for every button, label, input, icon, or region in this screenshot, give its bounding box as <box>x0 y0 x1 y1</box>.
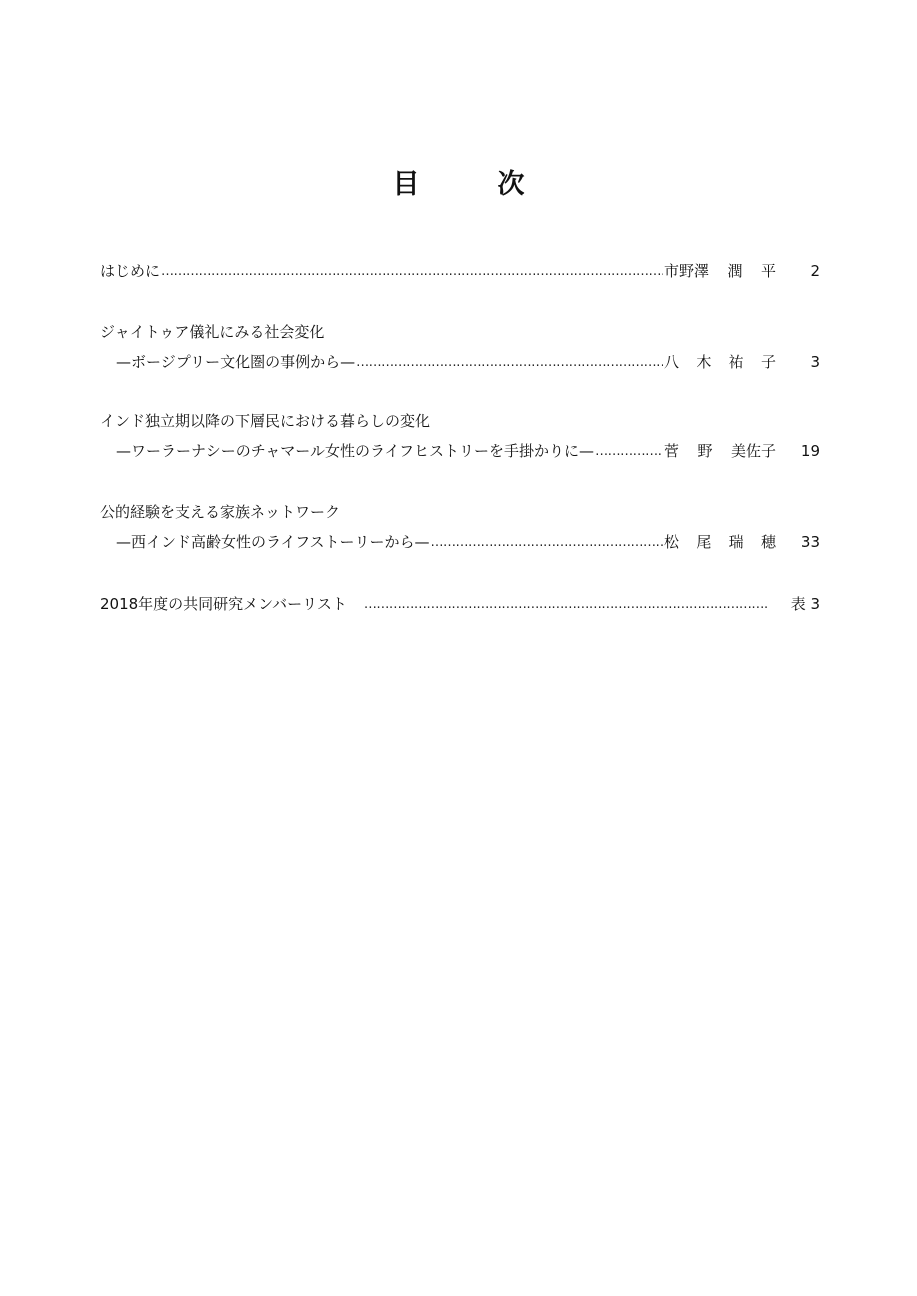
toc-entry[interactable] <box>100 261 820 281</box>
entry-page-number: 33 <box>800 533 820 551</box>
entry-title: 2018年度の共同研究メンバーリスト <box>100 595 347 613</box>
entry-page-number: 19 <box>800 442 820 460</box>
page-title <box>0 162 917 201</box>
entry-subtitle: —ボージプリー文化圏の事例から— <box>116 353 356 371</box>
entry-heading[interactable]: ジャイトゥア儀礼にみる社会変化 <box>100 323 325 341</box>
entry-page-number: 表 3 <box>790 595 820 613</box>
entry-page-number: 3 <box>810 353 820 371</box>
entry-subtitle: —ワーラーナシーのチャマール女性のライフヒストリーを手掛かりに— <box>116 442 595 460</box>
entry-author: 松 尾 瑞 穂 <box>664 533 776 551</box>
toc-entry-members[interactable] <box>100 594 820 614</box>
dot-leader <box>431 531 663 551</box>
entry-heading[interactable]: インド独立期以降の下層民における暮らしの変化 <box>100 412 431 430</box>
entry-heading[interactable]: 公的経験を支える家族ネットワーク <box>100 503 341 521</box>
entry-author: 菅 野 美佐子 <box>664 442 776 460</box>
entry-author: 市野澤 潤 平 <box>664 262 776 280</box>
title-char-2: 次 <box>497 169 525 200</box>
dot-leader <box>356 351 663 371</box>
dot-leader <box>595 440 663 460</box>
toc-entry[interactable] <box>116 441 820 461</box>
dot-leader <box>364 593 767 613</box>
entry-title: はじめに <box>100 262 161 280</box>
entry-page-number: 2 <box>810 262 820 280</box>
dot-leader <box>161 260 663 280</box>
toc-entry[interactable] <box>116 532 820 552</box>
title-char-1: 目 <box>392 169 420 200</box>
entry-author: 八 木 祐 子 <box>664 353 776 371</box>
toc-entry[interactable] <box>116 352 820 372</box>
entry-subtitle: —西インド高齢女性のライフストーリーから— <box>116 533 430 551</box>
